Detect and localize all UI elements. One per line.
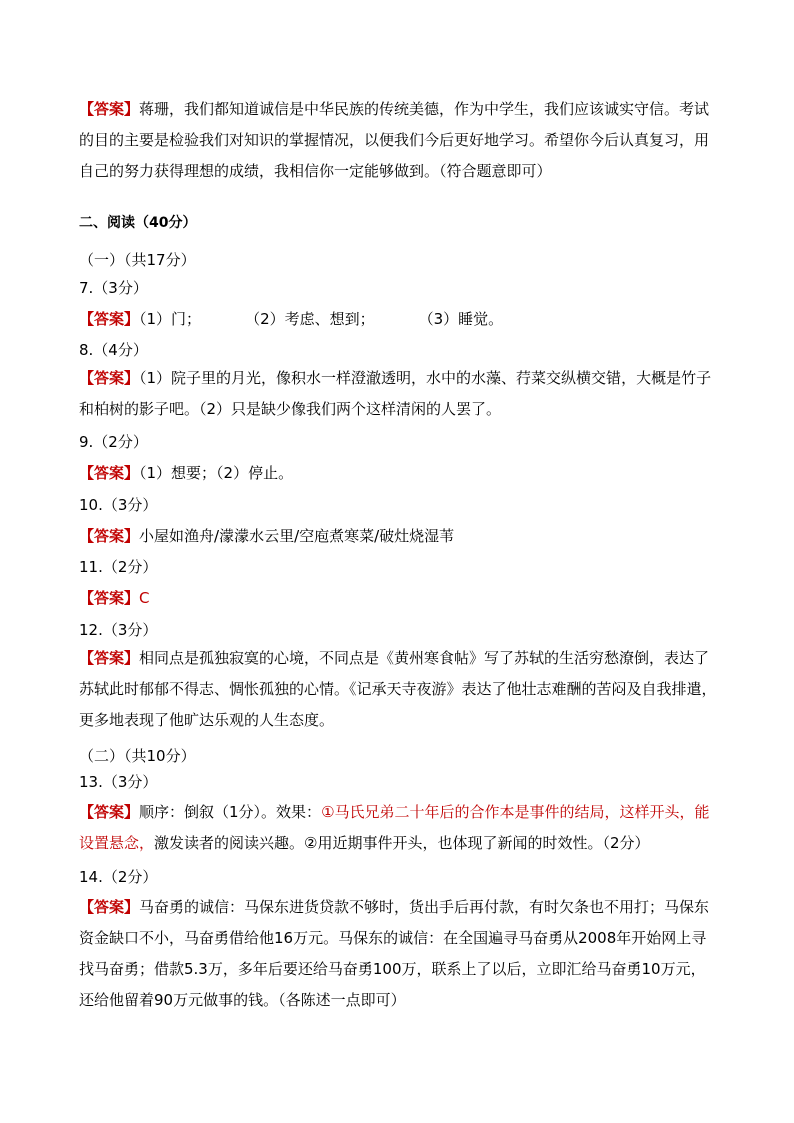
answer-tag: 【答案】 xyxy=(79,310,140,328)
answer-7 xyxy=(79,308,503,330)
question-10: 10.（3分） xyxy=(79,496,158,514)
answer-9 xyxy=(79,462,293,484)
section-heading: 二、阅读（40分） xyxy=(79,215,197,231)
answer-text: （1）院子里的月光，像积水一样澄澈透明，水中的水藻、荇菜交纵横交错，大概是竹子和柏树的影子吧。（2）只是缺少像我们两个这样清闲的人罢了。 xyxy=(79,369,712,418)
question-13: 13.（3分） xyxy=(79,773,158,791)
answer-tag: 【答案】 xyxy=(79,464,140,482)
answer-tag: 【答案】 xyxy=(79,803,140,821)
answer-12 xyxy=(79,643,719,736)
answer-tag: 【答案】 xyxy=(79,527,140,545)
answer-10 xyxy=(79,525,454,547)
question-14: 14.（2分） xyxy=(79,868,158,886)
answer-text: 蒋珊，我们都知道诚信是中华民族的传统美德，作为中学生，我们应该诚实守信。考试的目的主要是检验我们对知识的掌握情况，以便我们今后更好地学习。希望你今后认真复习，用自己的努力获得理想的成绩，我相信你一定能够做到。（符合题意即可） xyxy=(79,100,710,180)
question-8: 8.（4分） xyxy=(79,341,148,359)
answer-text: （1）想要；（2）停止。 xyxy=(139,464,294,482)
question-12: 12.（3分） xyxy=(79,621,158,639)
answer-7-item-1: （1）门； xyxy=(139,310,202,328)
answer-7-item-2: （2）考虑、想到； xyxy=(245,310,375,328)
answer-tag: 【答案】 xyxy=(79,649,140,667)
part-heading-2: （二）（共10分） xyxy=(79,747,196,765)
question-11: 11.（2分） xyxy=(79,558,158,576)
answer-13 xyxy=(79,797,719,859)
answer-text: 马奋勇的诚信：马保东进货贷款不够时，货出手后再付款，有时欠条也不用打；马保东资金缺口不小，马奋勇借给他16万元。马保东的诚信：在全国遍寻马奋勇从2008年开始网上寻找马奋勇；借款5.3万，多年后要还给马奋勇100万，联系上了以后，立即汇给马奋勇10万元，还给他留着90万元做事的钱。（各陈述一点即可） xyxy=(79,898,710,1009)
answer-tag: 【答案】 xyxy=(79,369,140,387)
answer-text-continued: 激发读者的阅读兴趣。②用近期事件开头，也体现了新闻的时效性。（2分） xyxy=(154,834,650,852)
answer-8 xyxy=(79,363,719,425)
answer-text: 相同点是孤独寂寞的心境，不同点是《黄州寒食帖》写了苏轼的生活穷愁潦倒，表达了苏轼此时郁郁不得志、惆怅孤独的心情。《记承天寺夜游》表达了他壮志难酬的苦闷及自我排遣，更多地表现了他旷达乐观的人生态度。 xyxy=(79,649,717,729)
answer-block-1 xyxy=(79,94,719,187)
answer-14 xyxy=(79,892,719,1016)
answer-tag: 【答案】 xyxy=(79,100,140,118)
answer-7-item-3: （3）睡觉。 xyxy=(418,310,504,328)
answer-11 xyxy=(79,587,150,609)
answer-tag: 【答案】 xyxy=(79,898,140,916)
part-heading-1: （一）（共17分） xyxy=(79,251,196,269)
answer-text: 小屋如渔舟/濛濛水云里/空庖煮寒菜/破灶烧湿苇 xyxy=(139,527,455,545)
answer-text: C xyxy=(139,589,150,607)
answer-text: 顺序：倒叙（1分）。效果： xyxy=(139,803,322,821)
answer-highlight: ①马氏兄弟二十年后的合作本是事件的结局，这样开头，能设置悬念， xyxy=(79,803,710,852)
question-7: 7.（3分） xyxy=(79,279,148,297)
question-9: 9.（2分） xyxy=(79,433,148,451)
answer-tag: 【答案】 xyxy=(79,589,140,607)
